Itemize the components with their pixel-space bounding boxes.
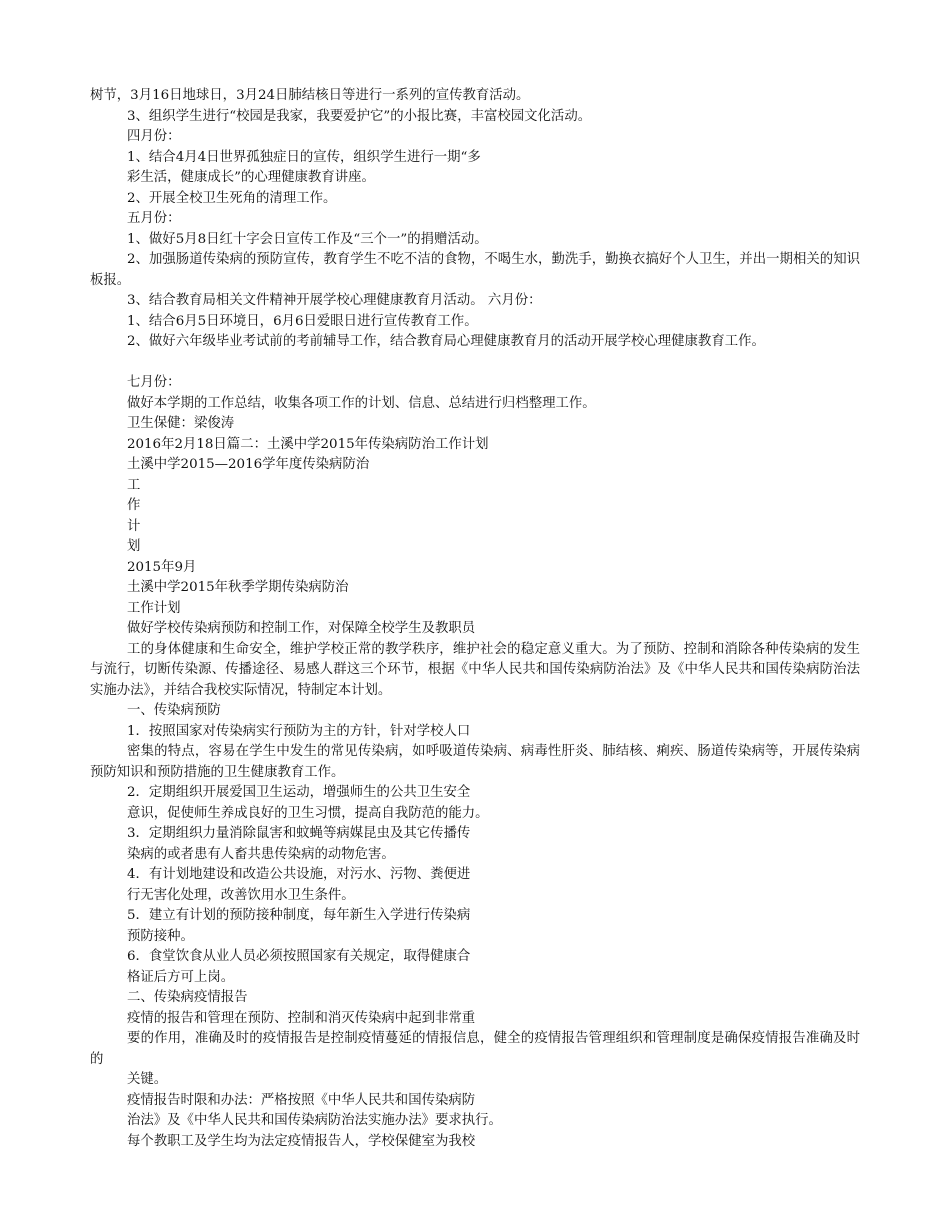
text-line: 土溪中学2015年秋季学期传染病防治	[127, 580, 349, 595]
text-line: 每个教职工及学生均为法定疫情报告人，学校保健室为我校	[127, 1133, 476, 1149]
text-line: 2、加强肠道传染病的预防宣传，教育学生不吃不洁的食物，不喝生水，勤洗手，勤换衣搞好个人卫生，并出一期相关的知识板报。	[90, 252, 860, 288]
text-line: 密集的特点，容易在学生中发生的常见传染病，如呼吸道传染病、病毒性肝炎、肺结核、痢疾、肠道传染病等，开展传染病预防知识和预防措施的卫生健康教育工作。	[90, 744, 860, 780]
text-line: 作	[127, 498, 141, 513]
text-line: 5．建立有计划的预防接种制度，每年新生入学进行传染病	[127, 908, 471, 923]
text-line: 治法》及《中华人民共和国传染病防治法实施办法》要求执行。	[127, 1113, 502, 1128]
text-line: 五月份：	[127, 211, 181, 226]
text-line: 2016年2月18日篇二：土溪中学2015年传染病防治工作计划	[127, 436, 489, 452]
text-line: 要的作用，准确及时的疫情报告是控制疫情蔓延的情报信息，健全的疫情报告管理组织和管理制度是确保疫情报告准确及时的	[90, 1031, 860, 1067]
text-line: 4．有计划地建设和改造公共设施，对污水、污物、粪便进	[127, 867, 471, 882]
document-page	[90, 86, 860, 1152]
text-line: 七月份：	[127, 375, 181, 390]
text-line: 二、传染病疫情报告	[127, 990, 248, 1005]
text-line: 疫情报告时限和办法：严格按照《中华人民共和国传染病防	[127, 1092, 476, 1108]
text-line: 6．食堂饮食从业人员必须按照国家有关规定，取得健康合	[127, 949, 471, 964]
text-line: 3、组织学生进行“校园是我家，我要爱护它”的小报比赛，丰富校园文化活动。	[127, 108, 592, 124]
text-line: 工的身体健康和生命安全，维护学校正常的教学秩序，维护社会的稳定意义重大。为了预防、控制和消除各种传染病的发生与流行，切断传染源、传播途径、易感人群这三个环节，根据《中华人民共和国传染病防治法》及《中华人民共和国传染病防治法实施办法》，并结合我校实际情况，特制定本计划。	[90, 641, 860, 698]
text-line: 1、结合6月5日环境日，6月6日爱眼日进行宣传教育工作。	[127, 313, 478, 329]
text-line: 意识，促使师生养成良好的卫生习惯，提高自我防范的能力。	[127, 805, 489, 821]
text-line: 1、做好5月8日红十字会日宣传工作及“三个一”的捐赠活动。	[127, 231, 488, 247]
text-line: 3．定期组织力量消除鼠害和蚊蝇等病媒昆虫及其它传播传	[127, 826, 471, 841]
text-line: 四月份：	[127, 129, 181, 144]
text-line: 预防接种。	[127, 928, 194, 944]
text-line: 工	[127, 477, 141, 493]
text-line: 计	[127, 518, 141, 534]
text-line: 1．按照国家对传染病实行预防为主的方针，针对学校人口	[127, 723, 471, 739]
text-line: 划	[127, 539, 141, 554]
blank-line	[90, 353, 860, 374]
text-line: 工作计划	[127, 600, 181, 616]
text-line: 彩生活，健康成长”的心理健康教育讲座。	[127, 170, 375, 185]
text-line: 做好学校传染病预防和控制工作，对保障全校学生及教职员	[127, 621, 476, 636]
text-line: 染病的或者患有人畜共患传染病的动物危害。	[127, 846, 395, 862]
text-line: 2．定期组织开展爱国卫生运动，增强师生的公共卫生安全	[127, 785, 471, 800]
text-line: 1、结合4月4日世界孤独症日的宣传，组织学生进行一期“多	[127, 149, 481, 165]
text-line: 2015年9月	[127, 559, 197, 575]
text-line: 一、传染病预防	[127, 703, 221, 718]
text-line: 行无害化处理，改善饮用水卫生条件。	[127, 887, 355, 903]
text-line: 疫情的报告和管理在预防、控制和消灭传染病中起到非常重	[127, 1010, 476, 1026]
text-line: 格证后方可上岗。	[127, 969, 235, 985]
text-line: 树节，3月16日地球日，3月24日肺结核日等进行一系列的宣传教育活动。	[90, 88, 530, 103]
text-line: 卫生保健：梁俊涛	[127, 416, 235, 431]
text-line: 做好本学期的工作总结，收集各项工作的计划、信息、总结进行归档整理工作。	[127, 395, 596, 411]
text-line: 土溪中学2015—2016学年度传染病防治	[127, 457, 370, 472]
text-line: 3、结合教育局相关文件精神开展学校心理健康教育月活动。 六月份：	[127, 293, 542, 308]
text-line: 关键。	[127, 1072, 168, 1087]
text-line: 2、开展全校卫生死角的清理工作。	[127, 190, 337, 206]
text-line: 2、做好六年级毕业考试前的考前辅导工作，结合教育局心理健康教育月的活动开展学校心理健康教育工作。	[127, 334, 765, 349]
